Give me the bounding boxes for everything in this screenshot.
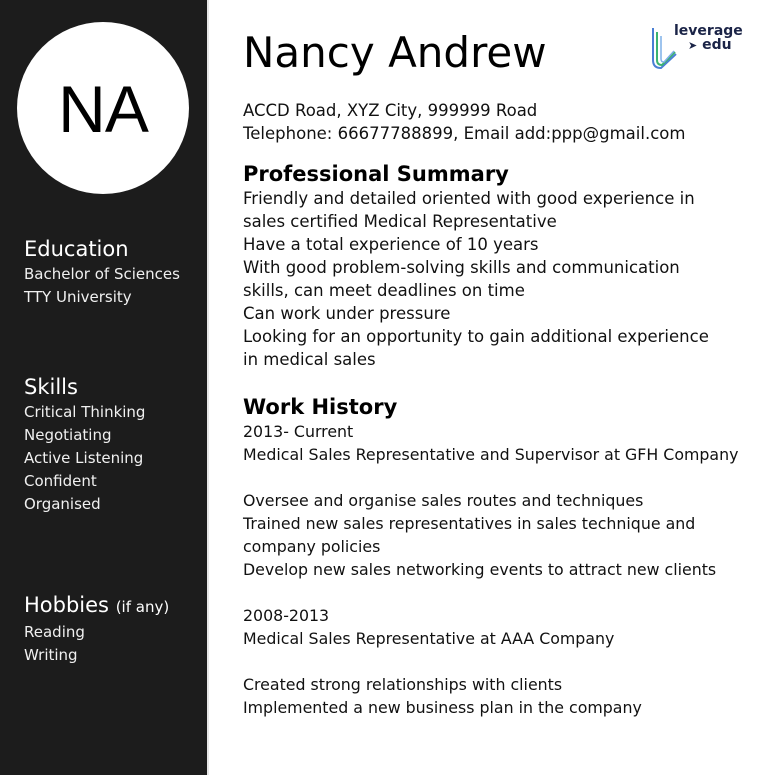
- hobby-item: Writing: [24, 646, 78, 664]
- candidate-name: Nancy Andrew: [243, 28, 547, 77]
- avatar-initials: NA: [58, 72, 148, 146]
- logo-line1: leverage: [674, 23, 743, 39]
- avatar: [17, 22, 189, 194]
- summary-line: With good problem-solving skills and communication: [243, 258, 680, 277]
- education-heading: Education: [24, 237, 129, 261]
- job-entry: [243, 420, 738, 581]
- education-section: [24, 235, 180, 309]
- hobbies-section: [24, 591, 169, 667]
- skills-heading: Skills: [24, 375, 78, 399]
- work-history-heading: Work History: [243, 395, 398, 419]
- address: ACCD Road, XYZ City, 999999 Road: [243, 101, 538, 120]
- job-duty: company policies: [243, 537, 381, 556]
- work-history-section: [243, 394, 738, 719]
- leverage-edu-logo: [650, 24, 750, 74]
- education-item: Bachelor of Sciences: [24, 265, 180, 283]
- hobbies-title: Hobbies: [24, 593, 109, 617]
- skill-item: Active Listening: [24, 449, 144, 467]
- logo-text: [674, 24, 743, 53]
- logo-line2-text: edu: [702, 37, 732, 53]
- summary-line: Can work under pressure: [243, 304, 451, 323]
- summary-line: in medical sales: [243, 350, 376, 369]
- job-period: 2008-2013: [243, 606, 330, 625]
- hobbies-subtitle: (if any): [115, 598, 170, 616]
- summary-line: Friendly and detailed oriented with good experience in: [243, 189, 695, 208]
- skill-item: Confident: [24, 472, 97, 490]
- job-title: Medical Sales Representative and Supervisor at GFH Company: [243, 445, 739, 464]
- professional-summary-section: [243, 161, 709, 371]
- job-duty: Oversee and organise sales routes and techniques: [243, 491, 644, 510]
- job-duty: Develop new sales networking events to attract new clients: [243, 560, 717, 579]
- contact-info: [243, 99, 685, 145]
- professional-summary-heading: Professional Summary: [243, 162, 509, 186]
- phone-email: Telephone: 66677788899, Email add:ppp@gmail.com: [243, 124, 686, 143]
- job-duty: Trained new sales representatives in sales technique and: [243, 514, 696, 533]
- job-title: Medical Sales Representative at AAA Company: [243, 629, 615, 648]
- education-item: TTY University: [24, 288, 132, 306]
- job-period: 2013- Current: [243, 422, 354, 441]
- skill-item: Critical Thinking: [24, 403, 146, 421]
- skill-item: Negotiating: [24, 426, 112, 444]
- sidebar-divider: [207, 0, 209, 775]
- job-duty: Created strong relationships with clients: [243, 675, 563, 694]
- summary-line: Have a total experience of 10 years: [243, 235, 539, 254]
- hobby-item: Reading: [24, 623, 85, 641]
- job-entry: [243, 604, 738, 719]
- skill-item: Organised: [24, 495, 101, 513]
- sidebar: [0, 0, 207, 775]
- job-duty: Implemented a new business plan in the company: [243, 698, 642, 717]
- hobbies-heading: [24, 591, 169, 621]
- rocket-icon: ➤: [688, 39, 698, 52]
- logo-line2: [674, 38, 743, 53]
- summary-line: sales certified Medical Representative: [243, 212, 557, 231]
- skills-section: [24, 373, 145, 516]
- summary-line: Looking for an opportunity to gain additional experience: [243, 327, 709, 346]
- summary-line: skills, can meet deadlines on time: [243, 281, 525, 300]
